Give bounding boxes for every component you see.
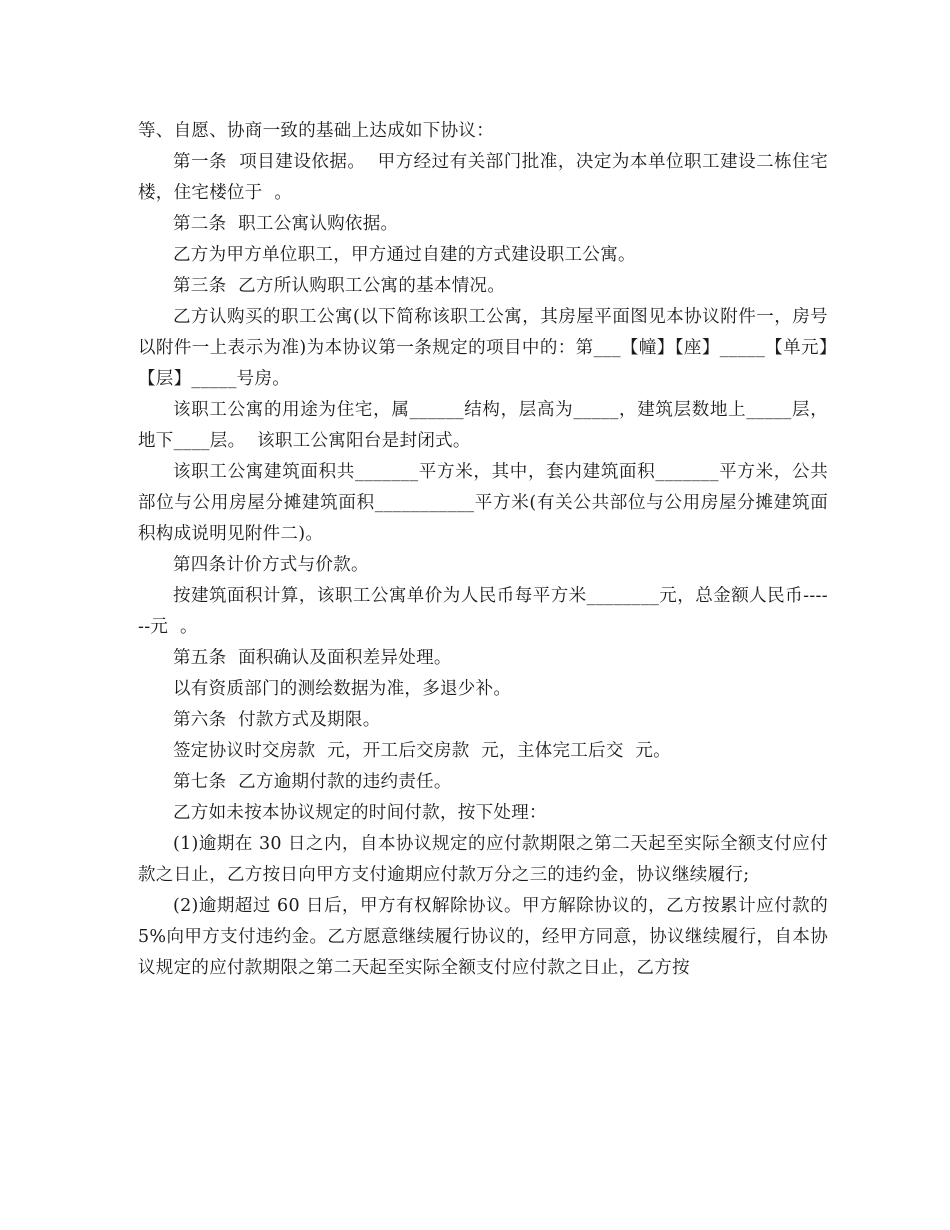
paragraph-article-3-heading: 第三条 乙方所认购职工公寓的基本情况。 (173, 276, 506, 296)
paragraph-article-3-area: 该职工公寓建筑面积共_______平方米，其中，套内建筑面积_______平方米，公共部位与公用房屋分摊建筑面积___________平方米(有关公共部位与公用房屋分摊建筑面积构成说明见附件二)。 (138, 462, 828, 544)
paragraph-article-4-heading: 第四条计价方式与价款。 (173, 555, 369, 575)
document-body (138, 116, 834, 984)
paragraph-article-3-structure: 该职工公寓的用途为住宅，属______结构，层高为_____，建筑层数地上_____层，地下____层。 该职工公寓阳台是封闭式。 (138, 400, 828, 451)
paragraph-intro: 等、自愿、协商一致的基础上达成如下协议： (138, 121, 494, 141)
paragraph-article-5-heading: 第五条 面积确认及面积差异处理。 (173, 648, 452, 668)
paragraph-article-5-body: 以有资质部门的测绘数据为准，多退少补。 (173, 679, 512, 699)
paragraph-article-4-body: 按建筑面积计算，该职工公寓单价为人民币每平方米________元，总金额人民币------元 。 (138, 586, 828, 637)
paragraph-article-7-item-2: (2)逾期超过 60 日后，甲方有权解除协议。甲方解除协议的，乙方按累计应付款的 5%向甲方支付违约金。乙方愿意继续履行协议的，经甲方同意，协议继续履行，自本协议规定的应付款期限之第二天起至实际全额支付应付款之日止，乙方按 (138, 896, 834, 978)
paragraph-article-2-body: 乙方为甲方单位职工，甲方通过自建的方式建设职工公寓。 (173, 245, 636, 265)
paragraph-article-7-intro: 乙方如未按本协议规定的时间付款，按下处理： (173, 803, 547, 823)
paragraph-article-6-heading: 第六条 付款方式及期限。 (173, 710, 381, 730)
paragraph-article-7-heading: 第七条 乙方逾期付款的违约责任。 (173, 772, 452, 792)
paragraph-article-3-unit: 乙方认购买的职工公寓(以下简称该职工公寓，其房屋平面图见本协议附件一，房号以附件一上表示为准)为本协议第一条规定的项目中的：第___【幢】【座】_____【单元】【层】_____号房。 (138, 307, 828, 389)
paragraph-article-1: 第一条 项目建设依据。 甲方经过有关部门批准，决定为本单位职工建设二栋住宅楼，住宅楼位于 。 (138, 152, 828, 203)
paragraph-article-2-heading: 第二条 职工公寓认购依据。 (173, 214, 399, 234)
paragraph-article-6-body: 签定协议时交房款 元，开工后交房款 元，主体完工后交 元。 (173, 741, 671, 761)
paragraph-article-7-item-1: (1)逾期在 30 日之内，自本协议规定的应付款期限之第二天起至实际全额支付应付款之日止，乙方按日向甲方支付逾期应付款万分之三的违约金，协议继续履行; (138, 834, 828, 885)
